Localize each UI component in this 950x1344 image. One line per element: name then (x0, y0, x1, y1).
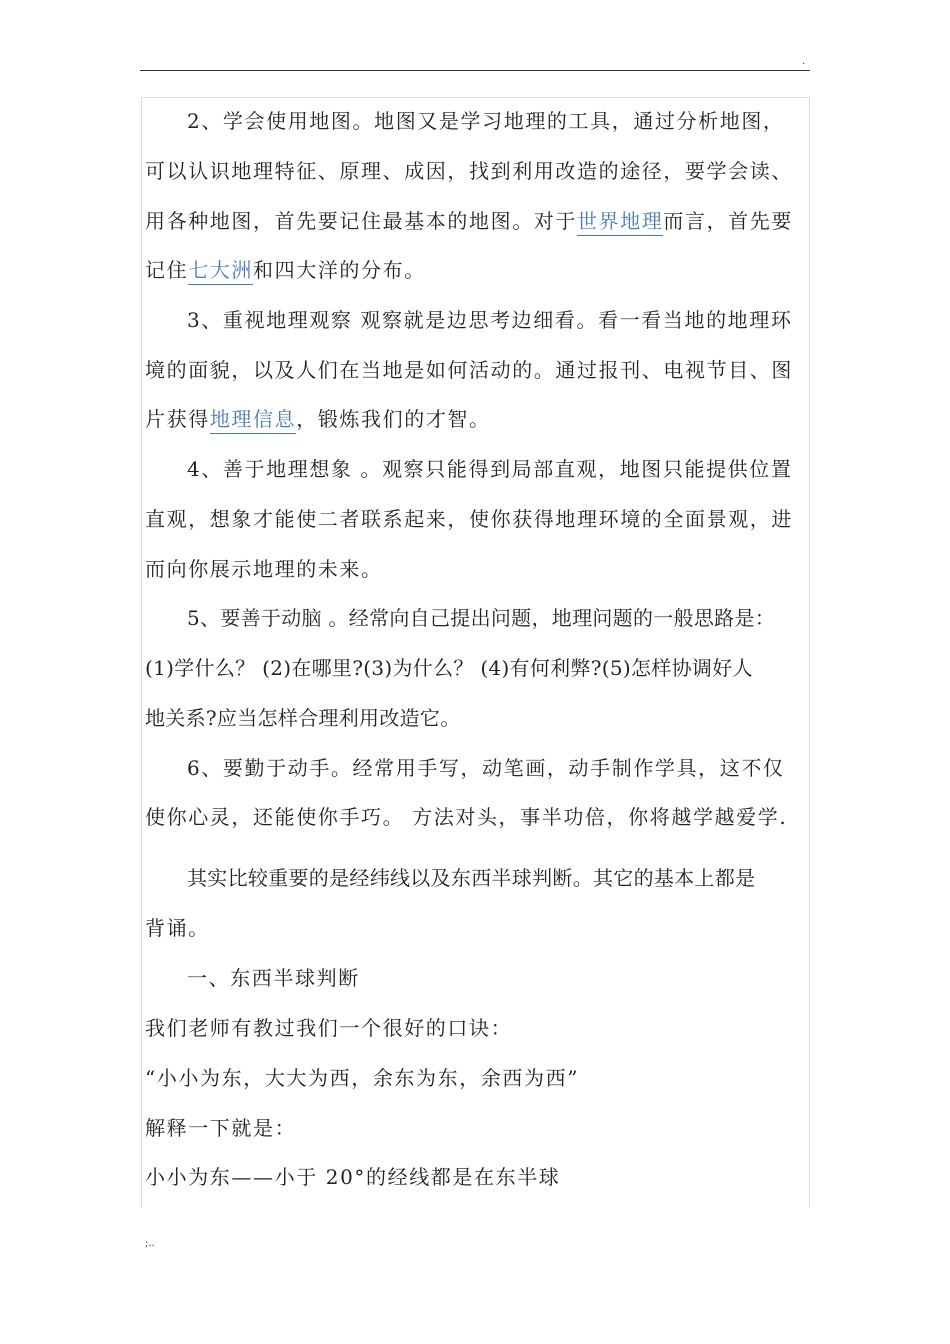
paragraph-line: 境的面貌，以及人们在当地是如何活动的。通过报刊、电视节目、图 (145, 358, 793, 382)
footer-mark: ;.. (145, 1238, 155, 1249)
text-segment: 而言，首先要 (663, 209, 794, 233)
text-segment: 和四大洋的分布。 (253, 258, 426, 282)
paragraph-line: 6、要勤于动手。经常用手写，动笔画，动手制作学具，这不仅 (187, 756, 785, 780)
paragraph-line: 4、善于地理想象 。观察只能得到局部直观，地图只能提供位置 (187, 457, 793, 481)
header-mark: . (802, 56, 806, 67)
paragraph-line: 背诵。 (145, 916, 210, 940)
paragraph-line: 我们老师有教过我们一个很好的口诀： (145, 1016, 513, 1040)
paragraph-line: 可以认识地理特征、原理、成因，找到利用改造的途径，要学会读、 (145, 159, 793, 183)
header-rule (140, 70, 810, 71)
paragraph-line: 其实比较重要的是经纬线以及东西半球判断。其它的基本上都是 (187, 866, 756, 890)
paragraph-line: “小小为东，大大为西，余东为东，余西为西” (145, 1066, 580, 1090)
paragraph-line: 解释一下就是： (145, 1116, 297, 1140)
text-segment: 用各种地图，首先要记住最基本的地图。对于 (145, 209, 577, 233)
text-segment: 片获得 (145, 407, 210, 431)
paragraph-line (145, 258, 426, 282)
link-seven-continents[interactable]: 七大洲 (188, 258, 253, 285)
link-world-geography[interactable]: 世界地理 (577, 209, 663, 236)
paragraph-line (145, 209, 793, 233)
paragraph-line: 2、学会使用地图。地图又是学习地理的工具，通过分析地图， (187, 109, 785, 133)
paragraph-line: (1)学什么？ (2)在哪里?(3)为什么？ (4)有何利弊?(5)怎样协调好人 (145, 656, 753, 680)
paragraph-line: 3、重视地理观察 观察就是边思考边细看。看一看当地的地理环 (187, 308, 793, 332)
paragraph-line: 而向你展示地理的未来。 (145, 557, 383, 581)
text-segment: 记住 (145, 258, 189, 282)
paragraph-line: 5、要善于动脑 。经常向自己提出问题，地理问题的一般思路是： (187, 606, 776, 630)
text-segment: ，锻炼我们的才智。 (296, 407, 491, 431)
paragraph-line: 使你心灵，还能使你手巧。 方法对头，事半功倍，你将越学越爱学. (145, 805, 788, 829)
link-geography-info[interactable]: 地理信息 (210, 407, 296, 434)
paragraph-line (145, 407, 491, 431)
paragraph-line: 地关系?应当怎样合理利用改造它。 (145, 706, 461, 730)
paragraph-line: 直观，想象才能使二者联系起来，使你获得地理环境的全面景观，进 (145, 507, 793, 531)
section-heading: 一、东西半球判断 (187, 966, 360, 990)
paragraph-line: 小小为东——小于 20°的经线都是在东半球 (145, 1165, 561, 1189)
